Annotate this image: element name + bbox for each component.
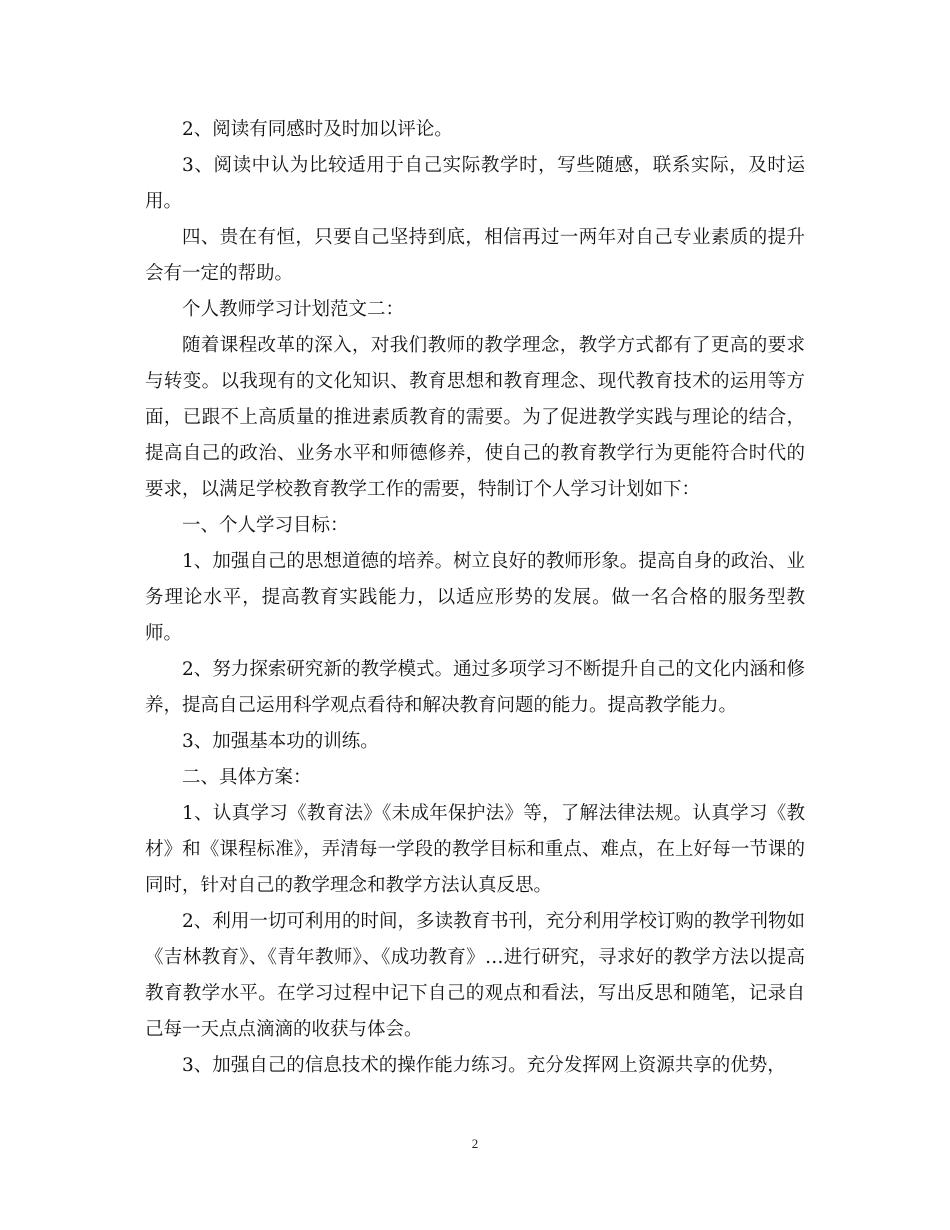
paragraph-introduction: 随着课程改革的深入，对我们教师的教学理念，教学方式都有了更高的要求与转变。以我现有的文化知识、教育思想和教育理念、现代教育技术的运用等方面，已跟不上高质量的推进素质教育的需要。为了促进教学实践与理论的结合，提高自己的政治、业务水平和师德修养，使自己的教育教学行为更能符合时代的要求，以满足学校教育教学工作的需要，特制订个人学习计划如下： (145, 335, 805, 500)
paragraph-reading-comment: 2、阅读有同感时及时加以评论。 (182, 119, 453, 140)
section-heading-goals: 一、个人学习目标： (182, 515, 349, 536)
paragraph-goal-1: 1、加强自己的思想道德的培养。树立良好的教师形象。提高自身的政治、业务理论水平，提高教育实践能力，以适应形势的发展。做一名合格的服务型教师。 (145, 551, 805, 644)
section-heading-sample-two: 个人教师学习计划范文二： (182, 299, 405, 320)
paragraph-goal-2: 2、努力探索研究新的教学模式。通过多项学习不断提升自己的文化内涵和修养，提高自己运用科学观点看待和解决教育问题的能力。提高教学能力。 (145, 659, 805, 716)
page-number: 2 (471, 1136, 479, 1151)
paragraph-reading-apply: 3、阅读中认为比较适用于自己实际教学时，写些随感，联系实际，及时运用。 (145, 155, 805, 212)
paragraph-plan-1: 1、认真学习《教育法》《未成年保护法》等，了解法律法规。认真学习《教材》和《课程标准》，弄清每一学段的教学目标和重点、难点，在上好每一节课的同时，针对自己的教学理念和教学方法认真反思。 (145, 803, 805, 896)
section-heading-plan: 二、具体方案： (182, 767, 312, 788)
document-body (145, 112, 805, 1084)
paragraph-plan-3: 3、加强自己的信息技术的操作能力练习。充分发挥网上资源共享的优势， (182, 1055, 786, 1076)
paragraph-goal-3: 3、加强基本功的训练。 (182, 731, 379, 752)
paragraph-plan-2: 2、利用一切可利用的时间，多读教育书刊，充分利用学校订购的教学刊物如《吉林教育》、《青年教师》、《成功教育》…进行研究，寻求好的教学方法以提高教育教学水平。在学习过程中记下自己的观点和看法，写出反思和随笔，记录自己每一天点点滴滴的收获与体会。 (145, 911, 805, 1040)
paragraph-perseverance: 四、贵在有恒，只要自己坚持到底，相信再过一两年对自己专业素质的提升会有一定的帮助。 (145, 227, 805, 284)
